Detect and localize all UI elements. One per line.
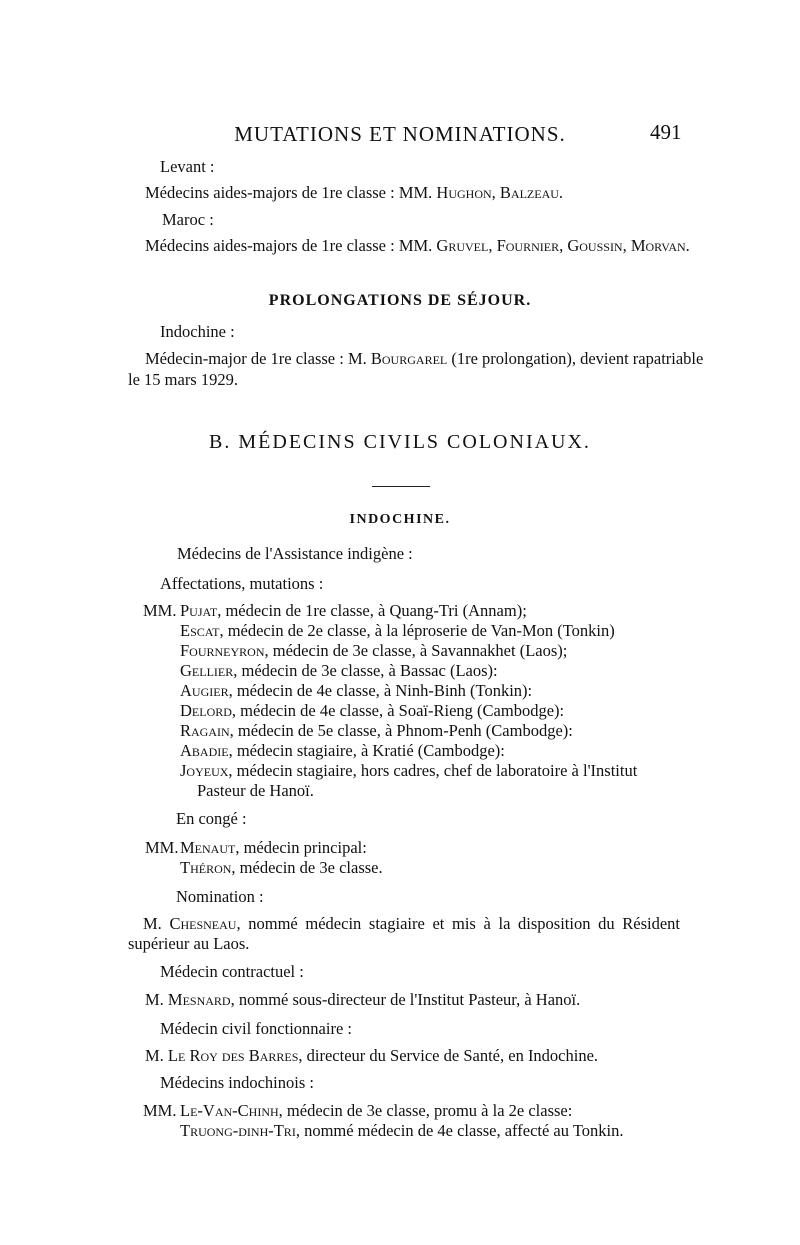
list-item (180, 721, 573, 741)
nomination-text: , nommé médecin stagiaire et mis à la disposition du Résident (236, 914, 681, 933)
list-item (180, 601, 527, 621)
person-text: , médecin de 2e classe, à la léproserie de Van-Mon (Tonkin) (219, 621, 615, 640)
prolongations-title: PROLONGATIONS DE SÉJOUR. (268, 292, 532, 309)
prolongations-line-1 (145, 349, 704, 369)
maroc-prefix: Médecins aides-majors de 1re classe : MM. (145, 236, 437, 255)
prolongations-name: Bourgarel (370, 349, 448, 368)
contractuel-line (145, 990, 580, 1010)
fonctionnaire-line (145, 1046, 598, 1066)
person-text: , médecin de 3e classe, promu à la 2e classe: (278, 1101, 573, 1120)
nomination-line-1 (143, 914, 680, 934)
person-name: Fourneyron (180, 641, 265, 660)
person-text: , médecin de 3e classe, à Savannakhet (Laos); (264, 641, 568, 660)
levant-names: Hughon, Balzeau. (436, 183, 564, 202)
contractuel-text: , nommé sous-directeur de l'Institut Pasteur, à Hanoï. (230, 990, 581, 1009)
prolongations-suffix: (1re prolongation), devient rapatriable (447, 349, 704, 368)
fonctionnaire-label: Médecin civil fonctionnaire : (160, 1019, 352, 1038)
person-text: , médecin principal: (235, 838, 367, 857)
person-name: Le-Van-Chinh (180, 1101, 279, 1120)
maroc-line (145, 236, 690, 256)
person-text: , médecin de 3e classe. (231, 858, 383, 877)
contractuel-name: Mesnard (167, 990, 231, 1009)
person-name: Joyeux (180, 761, 229, 780)
conge-mm: MM. (145, 838, 179, 857)
levant-prefix: Médecins aides-majors de 1re classe : MM. (145, 183, 437, 202)
prolongations-prefix: Médecin-major de 1re classe : M. (145, 349, 371, 368)
contractuel-prefix: M. (145, 990, 168, 1009)
nomination-label: Nomination : (176, 887, 264, 906)
person-name: Ragain (180, 721, 230, 740)
affectations-continuation: Pasteur de Hanoï. (197, 781, 314, 800)
list-item (180, 741, 505, 761)
person-text: , médecin de 4e classe, à Soaï-Rieng (Cambodge): (231, 701, 565, 720)
person-text: , médecin de 1re classe, à Quang-Tri (Annam); (217, 601, 527, 620)
prolongations-region: Indochine : (160, 322, 235, 341)
maroc-label: Maroc : (162, 210, 214, 229)
page-number: 491 (650, 120, 682, 144)
list-item (180, 621, 615, 641)
running-title: MUTATIONS ET NOMINATIONS. (234, 122, 566, 146)
fonctionnaire-prefix: M. (145, 1046, 168, 1065)
list-item (180, 1121, 623, 1141)
person-text: , nommé médecin de 4e classe, affecté au Tonkin. (295, 1121, 624, 1140)
person-text: , médecin stagiaire, à Kratié (Cambodge): (228, 741, 505, 760)
person-name: Menaut (180, 838, 236, 857)
person-text: , médecin de 3e classe, à Bassac (Laos): (233, 661, 498, 680)
nomination-line-2: supérieur au Laos. (128, 934, 250, 953)
affectations-mm: MM. (143, 601, 177, 620)
prolongations-line-2: le 15 mars 1929. (128, 370, 238, 389)
person-name: Abadie (180, 741, 229, 760)
person-name: Théron (180, 858, 232, 877)
list-item (180, 681, 532, 701)
nomination-prefix: M. (143, 914, 170, 933)
title-rule (372, 486, 430, 487)
list-item (180, 761, 680, 781)
person-name: Augier (180, 681, 229, 700)
conge-label: En congé : (176, 809, 247, 828)
person-text: , médecin de 5e classe, à Phnom-Penh (Cambodge): (229, 721, 573, 740)
person-name: Delord (180, 701, 232, 720)
list-item (180, 1101, 572, 1121)
indochine-subtitle: INDOCHINE. (349, 512, 451, 527)
levant-line (145, 183, 563, 203)
contractuel-label: Médecin contractuel : (160, 962, 304, 981)
person-name: Pujat (180, 601, 218, 620)
person-name: Gellier (180, 661, 234, 680)
list-item (180, 838, 367, 858)
fonctionnaire-name: Le Roy des Barres (167, 1046, 299, 1065)
maroc-names: Gruvel, Fournier, Goussin, Morvan. (436, 236, 690, 255)
list-item (180, 641, 567, 661)
list-item (180, 661, 498, 681)
person-name: Escat (180, 621, 220, 640)
affectations-label: Affectations, mutations : (160, 574, 324, 593)
nomination-name: Chesneau (169, 914, 237, 933)
person-text: , médecin stagiaire, hors cadres, chef de laboratoire à l'Institut (228, 761, 638, 780)
list-item (180, 701, 564, 721)
indochinois-mm: MM. (143, 1101, 177, 1120)
person-text: , médecin de 4e classe, à Ninh-Binh (Tonkin): (228, 681, 533, 700)
fonctionnaire-text: , directeur du Service de Santé, en Indochine. (298, 1046, 599, 1065)
list-item (180, 858, 383, 878)
assistance-label: Médecins de l'Assistance indigène : (177, 544, 413, 563)
indochinois-label: Médecins indochinois : (160, 1073, 314, 1092)
person-name: Truong-dinh-Tri (180, 1121, 296, 1140)
section-b-title: B. MÉDECINS CIVILS COLONIAUX. (209, 431, 591, 453)
levant-label: Levant : (160, 157, 215, 176)
